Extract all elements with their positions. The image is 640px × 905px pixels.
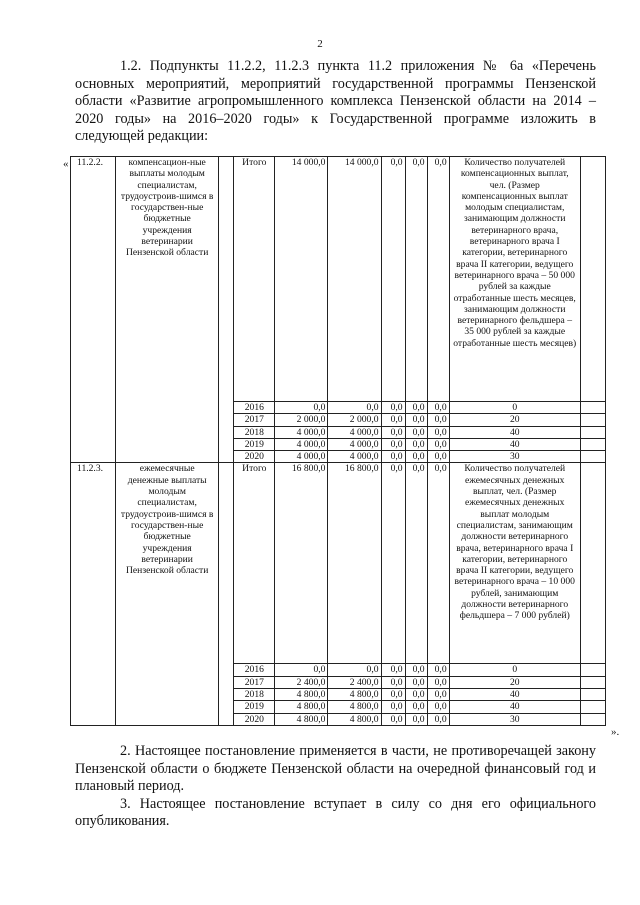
count-cell: 40 bbox=[449, 689, 580, 701]
count-cell: 40 bbox=[449, 438, 580, 450]
value-cell: 0,0 bbox=[405, 713, 427, 725]
value-cell: 0,0 bbox=[328, 664, 381, 676]
value-cell: 2 400,0 bbox=[328, 676, 381, 688]
point-2-paragraph: 2. Настоящее постановление применяется в части, не противоречащей закону Пензенской области о бюджете Пензенской области на очередной финансовый год и плановый период. bbox=[75, 743, 596, 794]
value-cell: 0,0 bbox=[381, 676, 405, 688]
page-number: 2 bbox=[317, 38, 323, 50]
opening-quote: « bbox=[63, 158, 69, 170]
count-cell: 30 bbox=[449, 451, 580, 463]
year-cell: 2019 bbox=[234, 438, 275, 450]
value-cell: 0,0 bbox=[381, 664, 405, 676]
value-cell: 4 800,0 bbox=[328, 713, 381, 725]
value-cell: 0,0 bbox=[381, 402, 405, 414]
value-cell: 0,0 bbox=[427, 451, 449, 463]
item-number: 11.2.2. bbox=[71, 157, 116, 463]
value-cell: 0,0 bbox=[405, 438, 427, 450]
value-cell: 0,0 bbox=[405, 414, 427, 426]
count-cell: 40 bbox=[449, 701, 580, 713]
intro-paragraph: 1.2. Подпункты 11.2.2, 11.2.3 пункта 11.2 приложения № 6а «Перечень основных мероприятий, мероприятий государственной программы Пензенской области «Развитие агропромышленного комплекса Пензенской области на 2014 – 2020 годы» на 2016–2020 годы» к Государственной программе изложить в следующей редакции: bbox=[75, 58, 596, 144]
count-cell: 30 bbox=[449, 713, 580, 725]
count-cell: 0 bbox=[449, 402, 580, 414]
value-cell: 4 800,0 bbox=[275, 701, 328, 713]
year-cell: 2020 bbox=[234, 713, 275, 725]
value-cell: 0,0 bbox=[427, 414, 449, 426]
year-cell: Итого bbox=[234, 157, 275, 402]
value-cell: 4 000,0 bbox=[275, 451, 328, 463]
value-cell: 0,0 bbox=[427, 676, 449, 688]
value-cell: 0,0 bbox=[381, 157, 405, 402]
value-cell: 0,0 bbox=[275, 402, 328, 414]
value-cell: 0,0 bbox=[381, 701, 405, 713]
year-cell: 2020 bbox=[234, 451, 275, 463]
closing-section bbox=[75, 743, 596, 831]
year-cell: Итого bbox=[234, 463, 275, 664]
value-cell: 0,0 bbox=[275, 664, 328, 676]
value-cell: 0,0 bbox=[427, 701, 449, 713]
value-cell: 0,0 bbox=[427, 713, 449, 725]
program-table bbox=[70, 156, 606, 726]
value-cell: 4 000,0 bbox=[275, 426, 328, 438]
point-3-paragraph: 3. Настоящее постановление вступает в силу со дня его официального опубликования. bbox=[75, 795, 596, 829]
value-cell: 14 000,0 bbox=[275, 157, 328, 402]
value-cell: 0,0 bbox=[427, 689, 449, 701]
item-number: 11.2.3. bbox=[71, 463, 116, 725]
value-cell: 0,0 bbox=[381, 713, 405, 725]
value-cell: 0,0 bbox=[405, 426, 427, 438]
value-cell: 0,0 bbox=[381, 414, 405, 426]
item-name: ежемесячные денежные выплаты молодым специалистам, трудоустроив-шимся в государствен-ные бюджетные учреждения ветеринарии Пензенской области bbox=[116, 463, 219, 725]
value-cell: 0,0 bbox=[427, 402, 449, 414]
value-cell: 16 800,0 bbox=[328, 463, 381, 664]
table-row bbox=[71, 157, 606, 402]
value-cell: 4 800,0 bbox=[275, 713, 328, 725]
closing-quote: ». bbox=[611, 726, 620, 738]
value-cell: 4 000,0 bbox=[328, 426, 381, 438]
value-cell: 4 000,0 bbox=[275, 438, 328, 450]
count-cell: 20 bbox=[449, 414, 580, 426]
value-cell: 14 000,0 bbox=[328, 157, 381, 402]
value-cell: 0,0 bbox=[405, 157, 427, 402]
value-cell: 4 000,0 bbox=[328, 451, 381, 463]
item-name: компенсацион-ные выплаты молодым специалистам, трудоустроив-шимся в государствен-ные бюджетные учреждения ветеринарии Пензенской области bbox=[116, 157, 219, 463]
value-cell: 0,0 bbox=[381, 426, 405, 438]
value-cell: 0,0 bbox=[328, 402, 381, 414]
count-cell: 40 bbox=[449, 426, 580, 438]
value-cell: 2 000,0 bbox=[275, 414, 328, 426]
value-cell: 0,0 bbox=[381, 438, 405, 450]
value-cell: 0,0 bbox=[405, 451, 427, 463]
year-cell: 2016 bbox=[234, 664, 275, 676]
indicator-cell: Количество получателей ежемесячных денежных выплат, чел. (Размер ежемесячных денежных выплат молодым специалистам, занимающим должности ветеринарного врача, ветеринарного врача I категории, ветеринарного врача II категории, ведущего ветеринарного врача – 10 000 рублей, занимающим должности ветеринарного фельдшера – 7 000 рублей) bbox=[449, 463, 580, 664]
table-row bbox=[71, 463, 606, 664]
year-cell: 2016 bbox=[234, 402, 275, 414]
value-cell: 2 000,0 bbox=[328, 414, 381, 426]
value-cell: 0,0 bbox=[405, 463, 427, 664]
value-cell: 0,0 bbox=[381, 451, 405, 463]
value-cell: 16 800,0 bbox=[275, 463, 328, 664]
year-cell: 2017 bbox=[234, 414, 275, 426]
value-cell: 0,0 bbox=[427, 664, 449, 676]
year-cell: 2017 bbox=[234, 676, 275, 688]
value-cell: 0,0 bbox=[405, 676, 427, 688]
value-cell: 0,0 bbox=[381, 689, 405, 701]
value-cell: 0,0 bbox=[381, 463, 405, 664]
year-cell: 2019 bbox=[234, 701, 275, 713]
value-cell: 4 800,0 bbox=[328, 689, 381, 701]
indicator-cell: Количество получателей компенсационных выплат, чел. (Размер компенсационных выплат молодым специалистам, занимающим должности ветеринарного врача, ветеринарного врача I категории, ветеринарного врача II категории, ведущего ветеринарного врача – 50 000 рублей за каждые отработанные шесть месяцев, занимающим должности ветеринарного фельдшера – 35 000 рублей за каждые отработанные шесть месяцев) bbox=[449, 157, 580, 402]
value-cell: 0,0 bbox=[405, 689, 427, 701]
count-cell: 0 bbox=[449, 664, 580, 676]
value-cell: 0,0 bbox=[405, 402, 427, 414]
value-cell: 0,0 bbox=[427, 426, 449, 438]
value-cell: 0,0 bbox=[405, 664, 427, 676]
value-cell: 0,0 bbox=[427, 463, 449, 664]
value-cell: 4 800,0 bbox=[328, 701, 381, 713]
count-cell: 20 bbox=[449, 676, 580, 688]
year-cell: 2018 bbox=[234, 426, 275, 438]
value-cell: 4 000,0 bbox=[328, 438, 381, 450]
value-cell: 2 400,0 bbox=[275, 676, 328, 688]
value-cell: 0,0 bbox=[405, 701, 427, 713]
value-cell: 4 800,0 bbox=[275, 689, 328, 701]
value-cell: 0,0 bbox=[427, 438, 449, 450]
value-cell: 0,0 bbox=[427, 157, 449, 402]
year-cell: 2018 bbox=[234, 689, 275, 701]
